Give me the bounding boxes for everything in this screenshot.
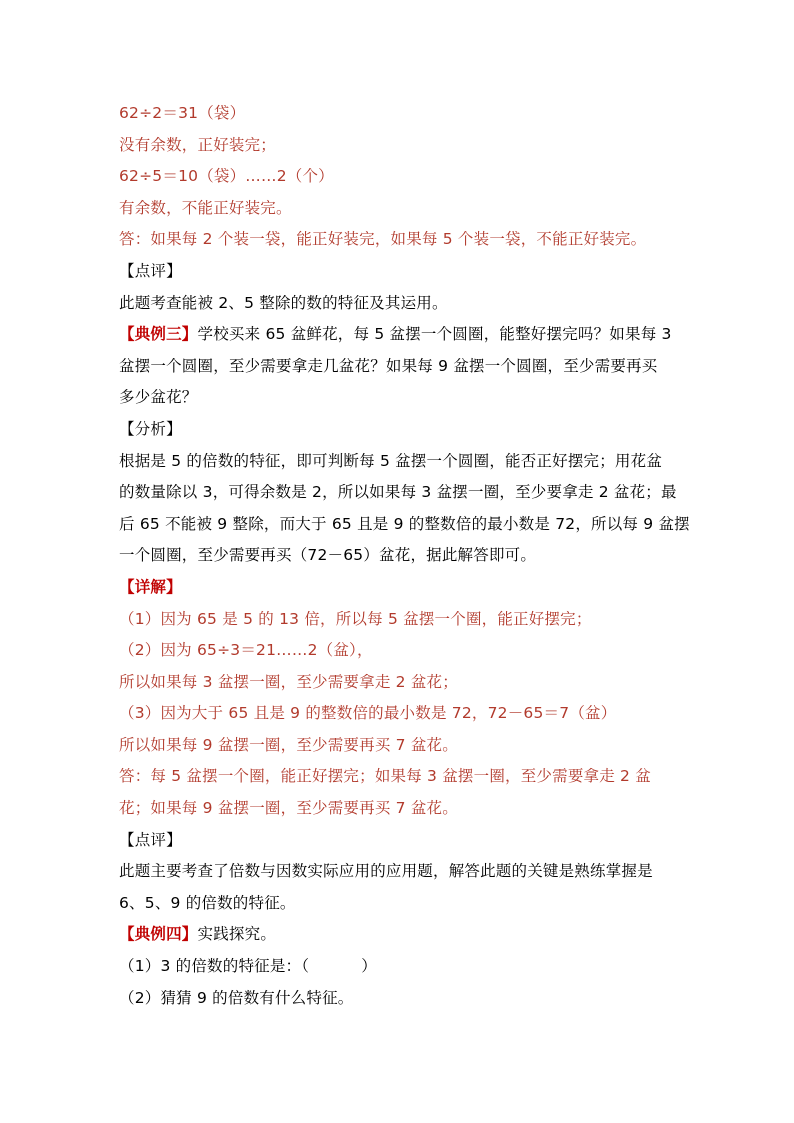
text-segment: 62÷5＝10（袋）……2（个）: [119, 167, 334, 186]
text-segment: 所以如果每 9 盆摆一圈，至少需要再买 7 盆花。: [119, 735, 458, 754]
text-line: [119, 793, 679, 825]
text-segment: 学校买来 65 盆鲜花，每 5 盆摆一个圆圈，能整好摆完吗？如果每 3: [197, 325, 672, 344]
text-line: [119, 351, 679, 383]
text-line: [119, 98, 679, 130]
text-line: [119, 540, 679, 572]
text-segment: 实践探究。: [197, 925, 277, 944]
text-line: [119, 951, 679, 983]
text-segment: （1）因为 65 是 5 的 13 倍，所以每 5 盆摆一个圈，能正好摆完；: [119, 609, 592, 628]
text-line: [119, 572, 679, 604]
text-line: [119, 856, 679, 888]
text-line: [119, 919, 679, 951]
text-segment: 多少盆花？: [119, 388, 198, 407]
text-line: [119, 730, 679, 762]
text-segment: 此题考查能被 2、5 整除的数的特征及其运用。: [119, 293, 448, 312]
text-line: [119, 983, 679, 1015]
text-line: [119, 477, 679, 509]
text-line: [119, 382, 679, 414]
text-segment: 一个圆圈，至少需要再买（72－65）盆花，据此解答即可。: [119, 546, 537, 565]
text-line: [119, 224, 679, 256]
text-segment: 【点评】: [119, 261, 182, 280]
text-line: [119, 604, 679, 636]
text-line: [119, 161, 679, 193]
text-segment: 所以如果每 3 盆摆一圈，至少需要拿走 2 盆花；: [119, 672, 458, 691]
text-line: [119, 825, 679, 857]
text-segment: （1）3 的倍数的特征是：（: [119, 957, 310, 976]
text-segment: （2）猜猜 9 的倍数有什么特征。: [119, 988, 354, 1007]
section-heading: 【典例四】: [119, 925, 198, 944]
document-body: [119, 98, 690, 1014]
section-heading: 【详解】: [119, 577, 182, 596]
text-segment: ）: [361, 957, 377, 976]
text-segment: 后 65 不能被 9 整除，而大于 65 且是 9 的整数倍的最小数是 72，所以每 9 盆摆: [119, 514, 690, 533]
text-line: [119, 667, 679, 699]
text-line: [119, 414, 679, 446]
text-line: [119, 446, 679, 478]
text-line: [119, 193, 679, 225]
text-line: [119, 761, 679, 793]
text-line: [119, 509, 690, 541]
text-line: [119, 888, 679, 920]
text-segment: 花；如果每 9 盆摆一圈，至少需要再买 7 盆花。: [119, 799, 458, 818]
text-segment: 【点评】: [119, 830, 182, 849]
text-line: [119, 288, 679, 320]
text-line: [119, 319, 679, 351]
text-segment: 答：如果每 2 个装一袋，能正好装完，如果每 5 个装一袋，不能正好装完。: [119, 230, 647, 249]
section-heading: 【典例三】: [119, 325, 198, 344]
text-segment: 6、5、9 的倍数的特征。: [119, 893, 296, 912]
text-segment: 62÷2＝31（袋）: [119, 104, 246, 122]
text-line: [119, 130, 679, 162]
text-segment: 【分析】: [119, 419, 182, 438]
text-line: [119, 698, 679, 730]
text-segment: 没有余数，正好装完；: [119, 135, 277, 154]
text-line: [119, 256, 679, 288]
text-segment: 的数量除以 3，可得余数是 2，所以如果每 3 盆摆一圈，至少要拿走 2 盆花；最: [119, 483, 677, 502]
text-segment: （2）因为 65÷3＝21……2（盆），: [119, 641, 373, 660]
text-segment: 有余数，不能正好装完。: [119, 198, 292, 217]
text-line: [119, 635, 679, 667]
text-segment: 此题主要考查了倍数与因数实际应用的应用题，解答此题的关键是熟练掌握是: [119, 862, 653, 881]
text-segment: 根据是 5 的倍数的特征，即可判断每 5 盆摆一个圆圈，能否正好摆完；用花盆: [119, 451, 663, 470]
text-segment: （3）因为大于 65 且是 9 的整数倍的最小数是 72，72－65＝7（盆）: [119, 704, 617, 723]
text-segment: 盆摆一个圆圈，至少需要拿走几盆花？如果每 9 盆摆一个圆圈，至少需要再买: [119, 356, 658, 375]
text-segment: 答：每 5 盆摆一个圈，能正好摆完；如果每 3 盆摆一圈，至少需要拿走 2 盆: [119, 767, 651, 786]
